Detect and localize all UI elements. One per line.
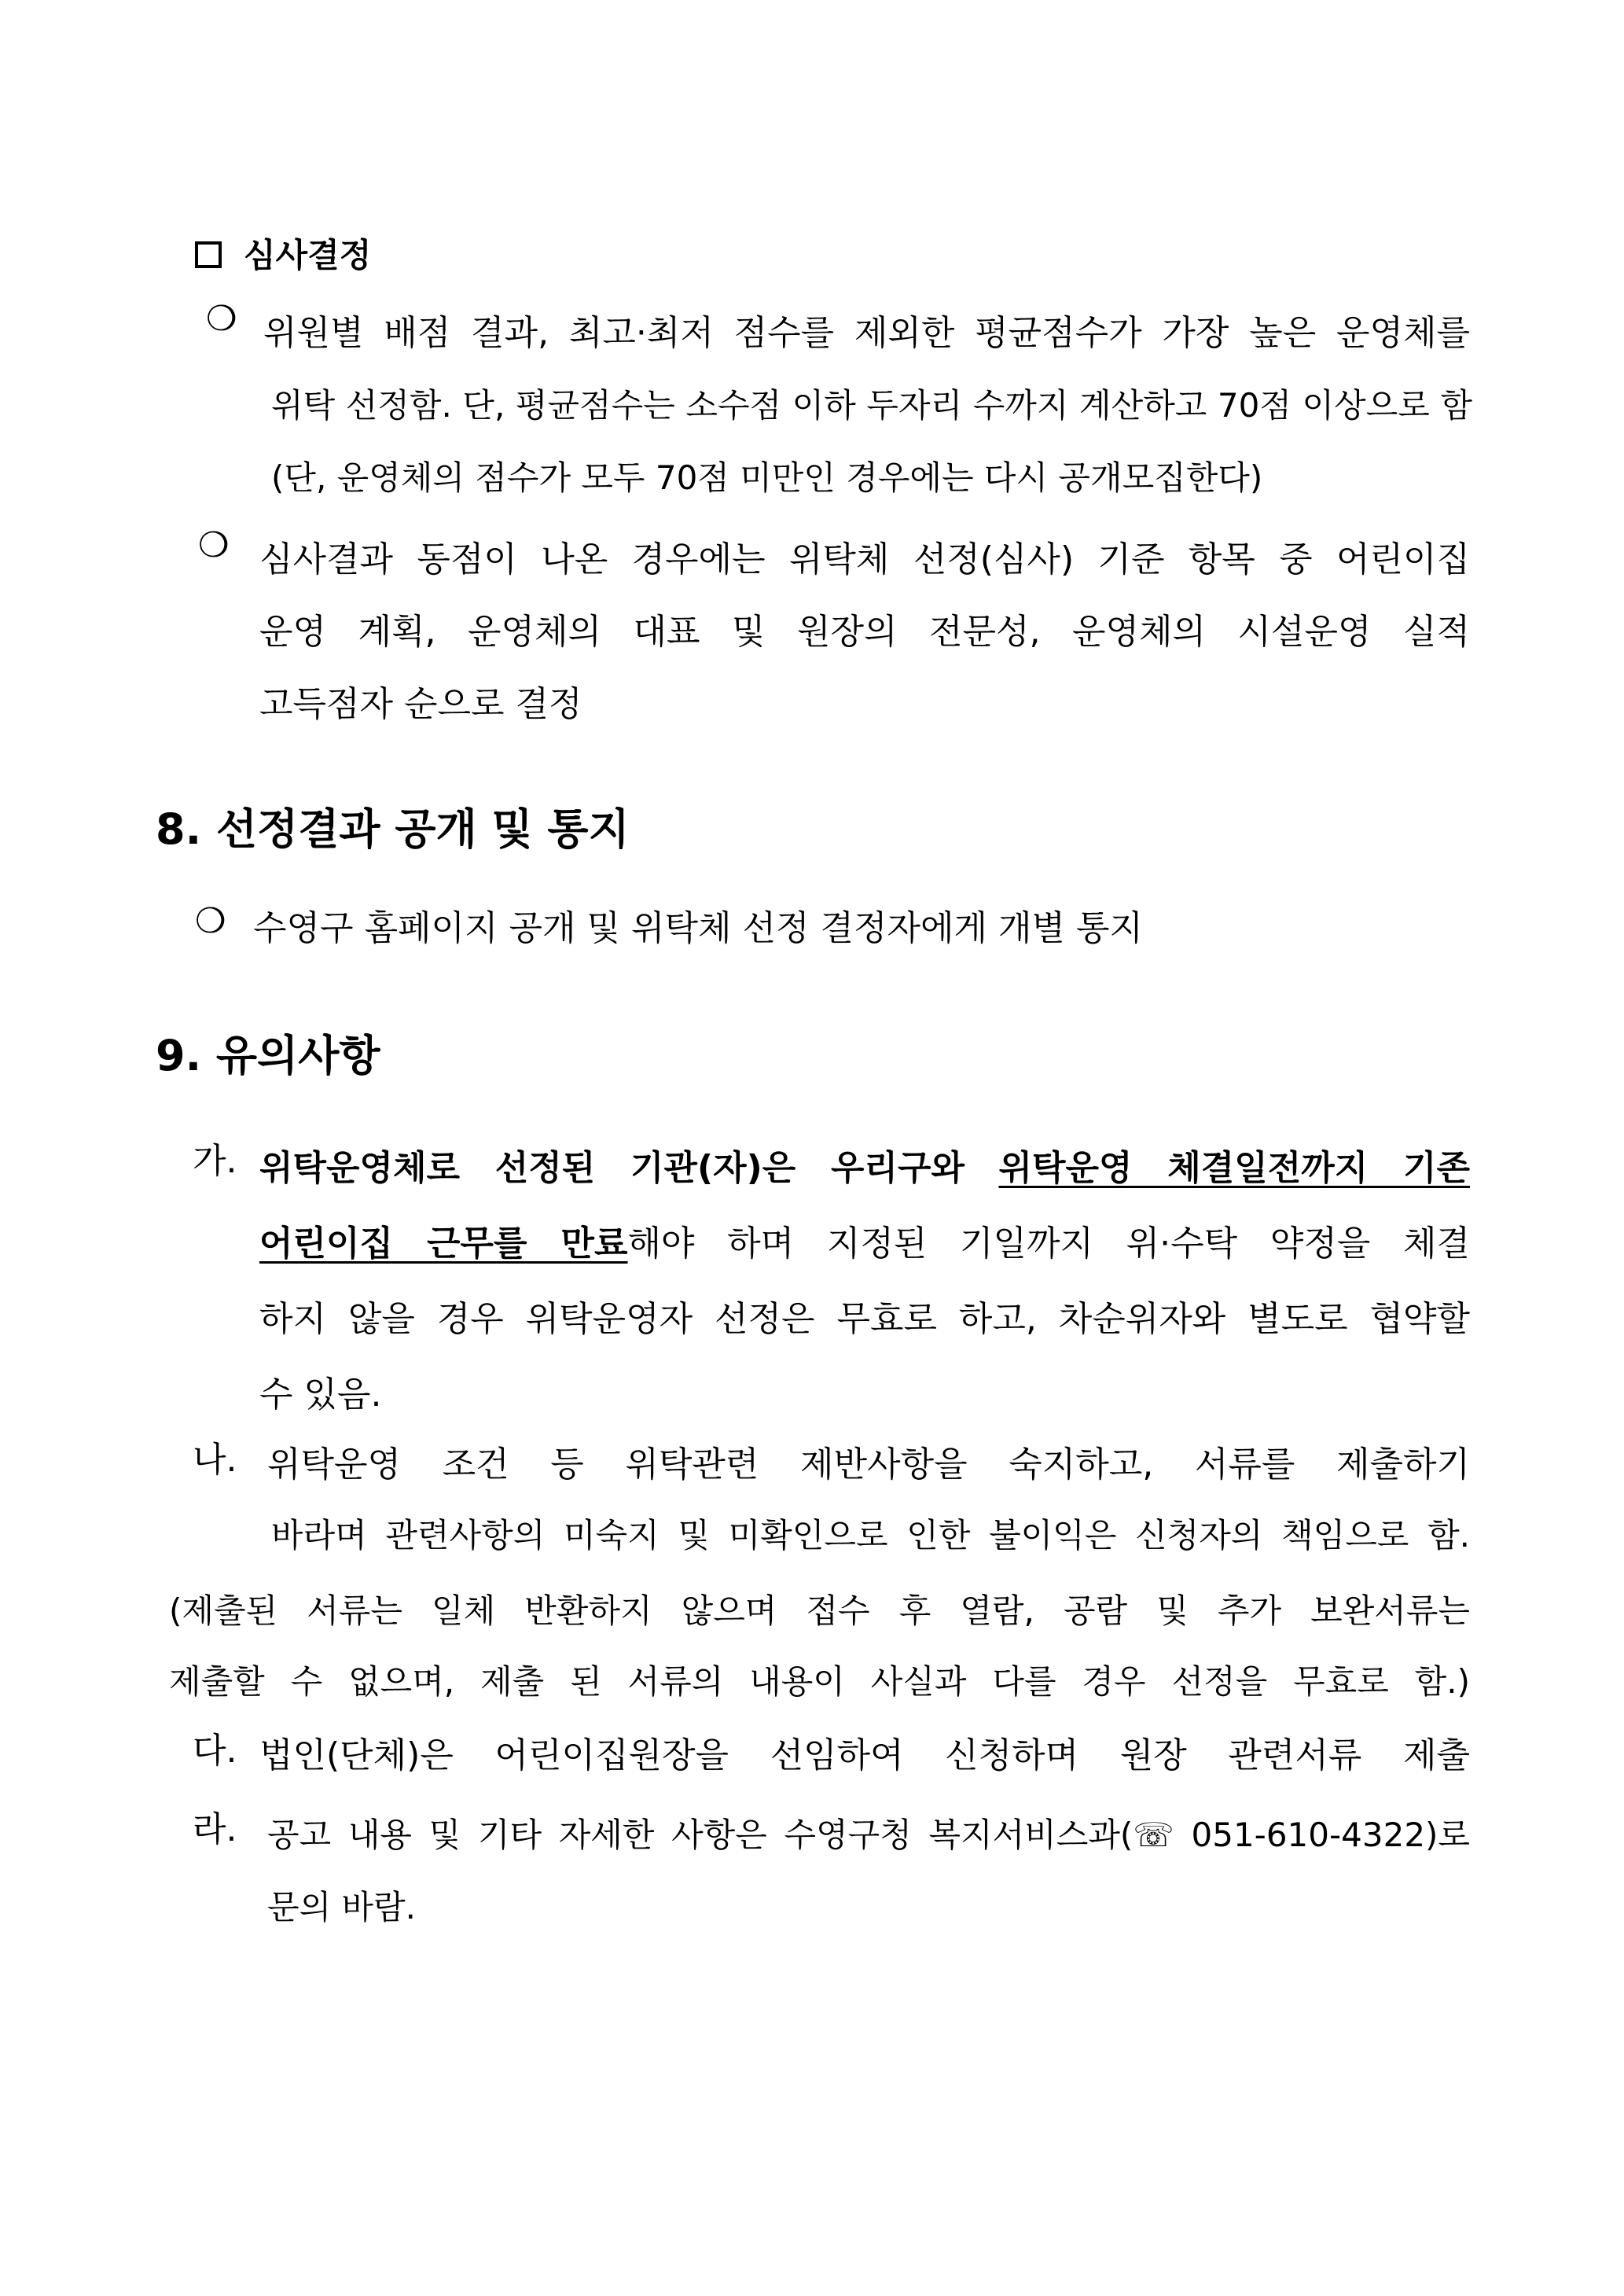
review-decision-item-1-line-2: 위탁 선정함. 단, 평균점수는 소수점 이하 두자리 수까지 계산하고 70점 이상으로 함 [271, 386, 1472, 425]
notice-item-ga-line-1-bold: 위탁운영체로 선정된 기관(자)은 우리구와 [259, 1148, 965, 1188]
notice-item-ga-line-2-bold-underlined: 어린이집 근무를 만료 [259, 1223, 628, 1264]
review-decision-item-1-cont [271, 370, 1472, 514]
review-decision-item-1-line-1: 위원별 배점 결과, 최고·최저 점수를 제외한 평균점수가 가장 높은 운영체를 [263, 313, 1470, 353]
notice-item-ga [259, 1131, 1470, 1433]
section-8-heading: 8. 선정결과 공개 및 통지 [156, 804, 630, 854]
submission-note-line-1: (제출된 서류는 일체 반환하지 않으며 접수 후 열람, 공람 및 추가 보완서류는 [169, 1591, 1470, 1630]
submission-note-line-2: 제출할 수 없으며, 제출 된 서류의 내용이 사실과 다를 경우 선정을 무효로 함.) [169, 1662, 1470, 1701]
review-decision-heading-text: 심사결정 [244, 236, 372, 274]
section-9-heading: 9. 유의사항 [156, 1031, 380, 1080]
item-marker-na: 나. [193, 1440, 237, 1480]
review-decision-heading [195, 230, 371, 277]
notice-item-na-cont [271, 1500, 1470, 1571]
notice-item-ga-line-2-rest: 해야 하며 지정된 기일까지 위·수탁 약정을 체결 [627, 1223, 1471, 1264]
notice-item-da [259, 1720, 1470, 1791]
review-decision-item-2-line-2: 운영 계획, 운영체의 대표 및 원장의 전문성, 운영체의 시설운영 실적 [259, 612, 1470, 652]
item-marker-ra: 라. [193, 1809, 237, 1849]
bullet-circle-icon: ❍ [195, 901, 226, 941]
review-decision-item-2 [259, 524, 1470, 741]
bullet-circle-icon: ❍ [206, 299, 237, 339]
notice-item-ga-line-3: 하지 않을 경우 위탁운영자 선정은 무효로 하고, 차순위자와 별도로 협약할 [259, 1299, 1470, 1339]
section-8-item-1: 수영구 홈페이지 공개 및 위탁체 선정 결정자에게 개별 통지 [253, 908, 1143, 948]
notice-item-na [267, 1429, 1470, 1500]
review-decision-item-2-line-1: 심사결과 동점이 나온 경우에는 위탁체 선정(심사) 기준 항목 중 어린이집 [259, 539, 1470, 580]
notice-item-ga-line-1-bold-underlined: 위탁운영 체결일전까지 기존 [998, 1148, 1470, 1188]
bullet-circle-icon: ❍ [198, 525, 230, 565]
notice-item-ga-line-4: 수 있음. [259, 1374, 382, 1415]
notice-item-na-line-1: 위탁운영 조건 등 위탁관련 제반사항을 숙지하고, 서류를 제출하기 [267, 1444, 1470, 1485]
notice-item-ra-line-2: 문의 바람. [267, 1888, 416, 1926]
review-decision-item-1 [263, 297, 1470, 370]
notice-item-ra-line-1: 공고 내용 및 기타 자세한 사항은 수영구청 복지서비스과(☏ 051-610-4322)로 [267, 1816, 1470, 1854]
review-decision-item-2-line-3: 고득점자 순으로 결정 [259, 684, 582, 724]
review-decision-item-1-line-3: (단, 운영체의 점수가 모두 70점 미만인 경우에는 다시 공개모집한다) [271, 458, 1263, 497]
notice-item-ra [267, 1799, 1470, 1944]
checkbox-square-icon [195, 241, 222, 268]
item-marker-da: 다. [193, 1731, 237, 1771]
notice-item-da-line-1: 법인(단체)은 어린이집원장을 선임하여 신청하며 원장 관련서류 제출 [259, 1735, 1471, 1775]
submission-note [169, 1576, 1470, 1717]
notice-item-na-line-2: 바라며 관련사항의 미숙지 및 미확인으로 인한 불이익은 신청자의 책임으로 함. [271, 1516, 1470, 1555]
item-marker-ga: 가. [193, 1141, 237, 1181]
notice-item-ga-line-2 [259, 1206, 1470, 1282]
notice-item-ga-line-1 [259, 1131, 1470, 1206]
